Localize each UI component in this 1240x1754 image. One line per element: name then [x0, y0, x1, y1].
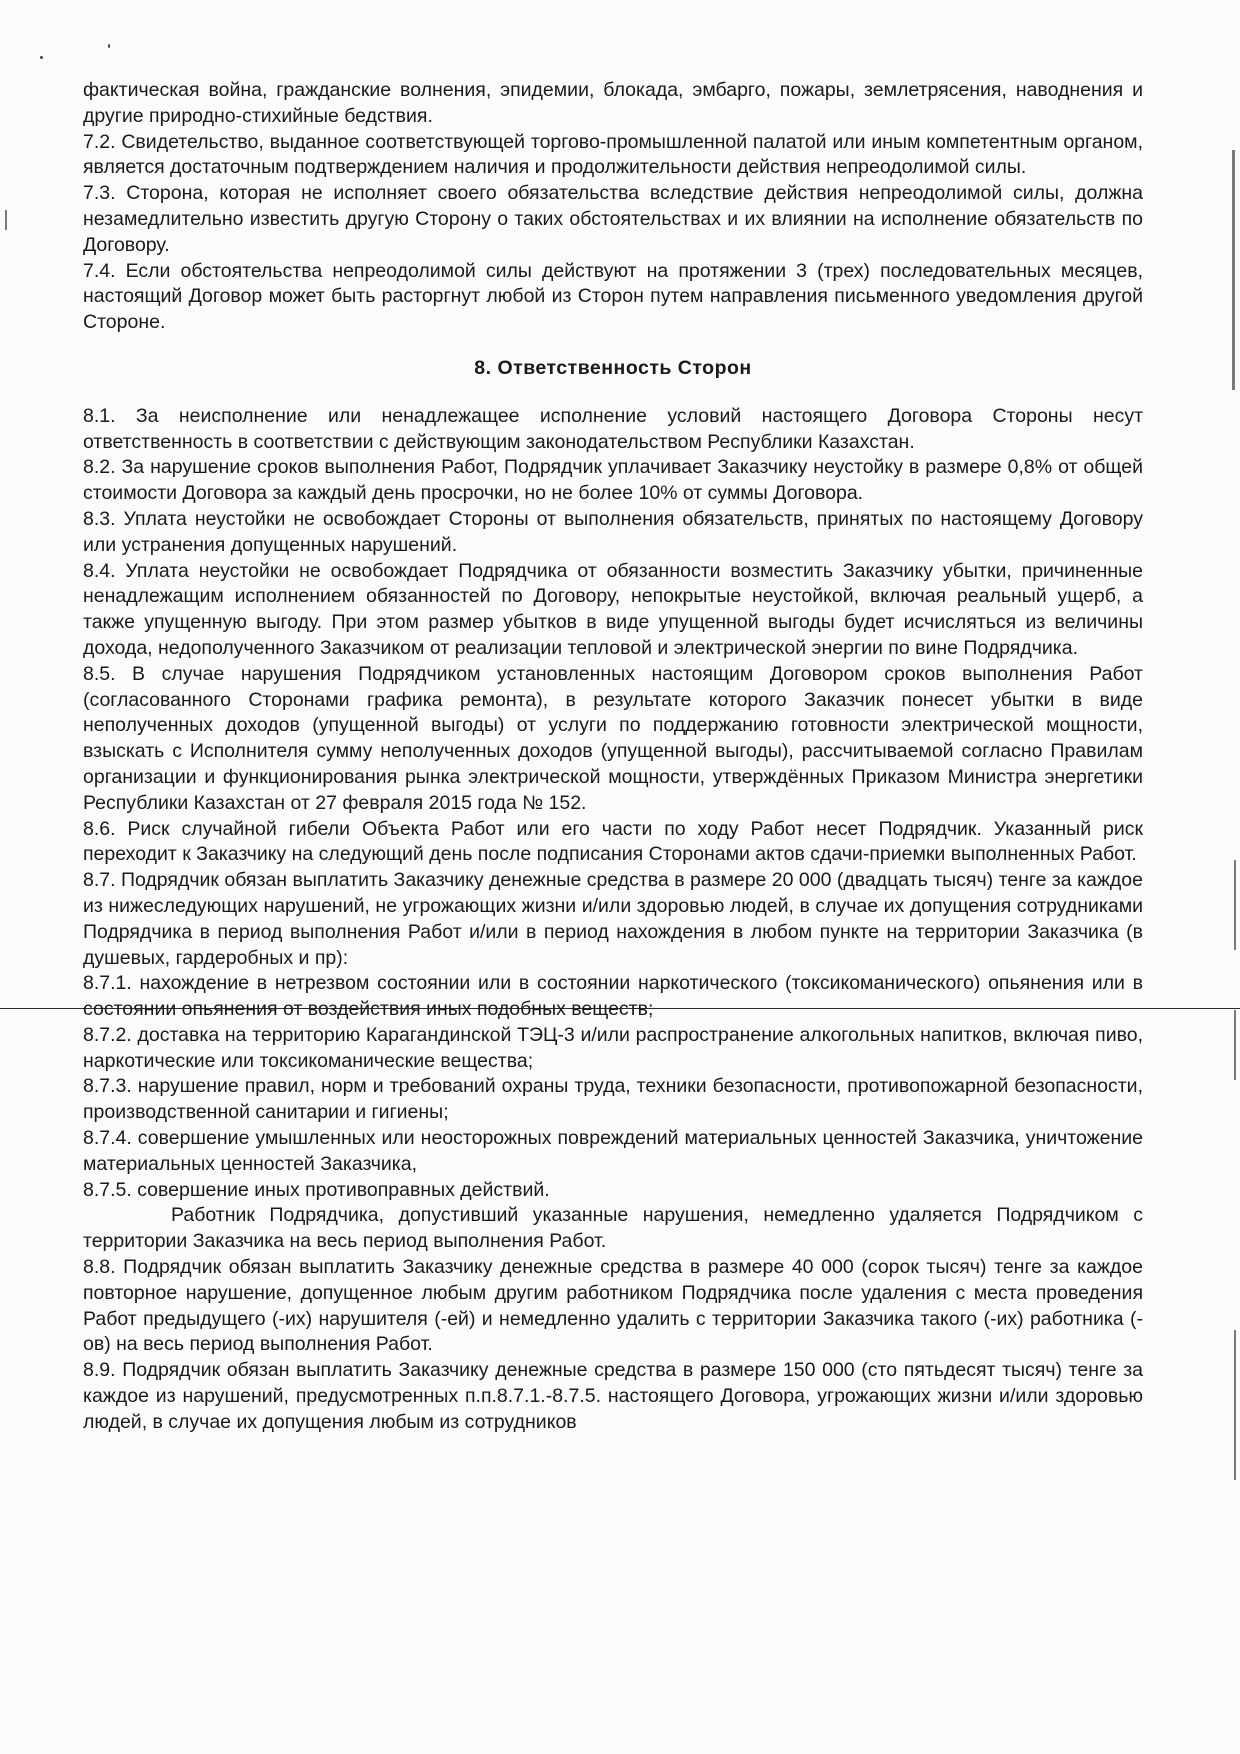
paragraph: 8.8. Подрядчик обязан выплатить Заказчику денежные средства в размере 40 000 (сорок тысяч) тенге за каждое повторное нарушение, допущенное любым другим работником Подрядчика после удаления с места проведения Работ предыдущего (-их) нарушителя (-ей) и немедленно удалить с территории Заказчика такого (-их) работника (-ов) на весь период выполнения Работ. — [83, 1256, 1143, 1356]
scan-speck — [40, 56, 43, 59]
paragraph: 8.2. За нарушение сроков выполнения Работ, Подрядчик уплачивает Заказчику неустойку в размере 0,8% от общей стоимости Договора за каждый день просрочки, но не более 10% от суммы Договора. — [83, 456, 1143, 505]
paragraph: 8.6. Риск случайной гибели Объекта Работ или его части по ходу Работ несет Подрядчик. Указанный риск переходит к Заказчику на следующий день после подписания Сторонами актов сдачи-приемки выполненных Работ. — [83, 817, 1143, 866]
paragraph: 8.3. Уплата неустойки не освобождает Стороны от выполнения обязательств, принятых по настоящему Договору или устранения допущенных нарушений. — [83, 507, 1143, 556]
scan-speck — [108, 44, 110, 48]
paragraph: 8.7.2. доставка на территорию Карагандинской ТЭЦ-3 и/или распространение алкогольных напитков, включая пиво, наркотические или токсикоманические вещества; — [83, 1023, 1143, 1072]
paragraph-indented: Работник Подрядчика, допустивший указанные нарушения, немедленно удаляется Подрядчиком с территории Заказчика на весь период выполнения Работ. — [83, 1204, 1143, 1253]
paragraph: фактическая война, гражданские волнения, эпидемии, блокада, эмбарго, пожары, землетрясения, наводнения и другие природно-стихийные бедствия. — [83, 79, 1143, 127]
scan-edge-mark — [1232, 150, 1235, 390]
scan-edge-mark — [1234, 1330, 1236, 1480]
paragraph: 8.7.5. совершение иных противоправных действий. — [83, 1178, 550, 1201]
scan-edge-mark — [1234, 860, 1236, 950]
paragraph: 7.2. Свидетельство, выданное соответствующей торгово-промышленной палатой или иным компетентным органом, является достаточным подтверждением наличия и продолжительности действия непреодолимой силы. — [83, 130, 1143, 179]
paragraph: 8.9. Подрядчик обязан выплатить Заказчику денежные средства в размере 150 000 (сто пятьдесят тысяч) тенге за каждое из нарушений, предусмотренных п.п.8.7.1.-8.7.5. настоящего Договора, угрожающих жизни и/или здоровью людей, в случае их допущения любым из сотрудников — [83, 1359, 1143, 1433]
paragraph: 8.7.4. совершение умышленных или неосторожных повреждений материальных ценностей Заказчика, уничтожение материальных ценностей Заказчика, — [83, 1127, 1143, 1175]
paragraph: 8.1. За неисполнение или ненадлежащее исполнение условий настоящего Договора Стороны несут ответственность в соответствии с действующим законодательством Республики Казахстан. — [83, 404, 1143, 453]
paragraph: 8.7.3. нарушение правил, норм и требований охраны труда, техники безопасности, противопожарной безопасности, производственной санитарии и гигиены; — [83, 1075, 1143, 1124]
scan-edge-mark — [1234, 1010, 1236, 1080]
paragraph: 8.7. Подрядчик обязан выплатить Заказчику денежные средства в размере 20 000 (двадцать тысяч) тенге за каждое из нижеследующих нарушений, не угрожающих жизни и/или здоровью людей, в случае их допущения сотрудниками Подрядчика в период выполнения Работ и/или в период нахождения в любом пункте на территории Заказчика (в душевых, гардеробных и пр): — [83, 869, 1143, 969]
paragraph: 8.5. В случае нарушения Подрядчиком установленных настоящим Договором сроков выполнения Работ (согласованного Сторонами графика ремонта), в результате которого Заказчик понесет убытки в виде неполученных доходов (упущенной выгоды) от услуги по поддержанию готовности электрической мощности, взыскать с Исполнителя сумму неполученных доходов (упущенной выгоды), рассчитываемой согласно Правилам организации и функционирования рынка электрической мощности, утверждённых Приказом Министра энергетики Республики Казахстан от 27 февраля 2015 года № 152. — [83, 662, 1143, 814]
paragraph: 8.4. Уплата неустойки не освобождает Подрядчика от обязанности возместить Заказчику убытки, причиненные ненадлежащим исполнением обязанностей по Договору, непокрытые неустойкой, включая реальный ущерб, а также упущенную выгоду. При этом размер убытков в виде упущенной выгоды будет исчисляться из величины дохода, недополученного Заказчиком от реализации тепловой и электрической энергии по вине Подрядчика. — [83, 559, 1143, 659]
paragraph: 8.7.1. нахождение в нетрезвом состоянии или в состоянии наркотического (токсикоманического) опьянения или в состоянии опьянения от воздействия иных подобных веществ; — [83, 972, 1143, 1021]
scan-edge-mark — [5, 210, 7, 230]
paragraph: 7.4. Если обстоятельства непреодолимой силы действуют на протяжении 3 (трех) последовательных месяцев, настоящий Договор может быть расторгнут любой из Сторон путем направления письменного уведомления другой Стороне. — [83, 259, 1143, 334]
section-heading: 8. Ответственность Сторон — [474, 356, 752, 379]
paragraph: 7.3. Сторона, которая не исполняет своего обязательства вследствие действия непреодолимой силы, должна незамедлительно известить другую Сторону о таких обстоятельствах и их влиянии на исполнение обязательств по Договору. — [83, 182, 1143, 256]
document-body — [83, 78, 1143, 1436]
